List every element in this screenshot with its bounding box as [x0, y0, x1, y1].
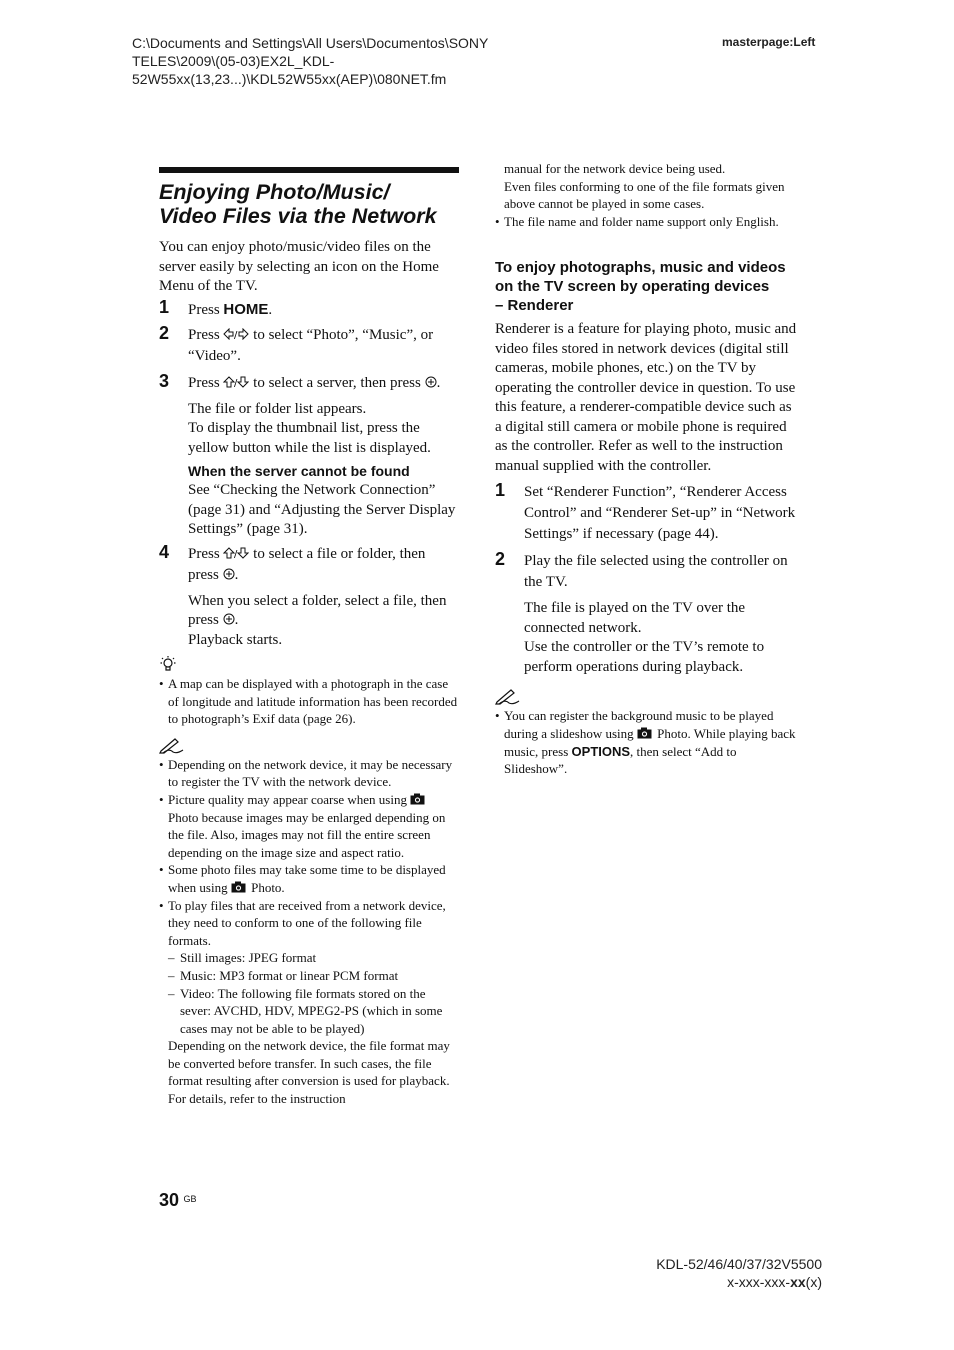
- left-column: [159, 167, 459, 1108]
- step-desc-text: To display the thumbnail list, press the yellow button while the list is displayed.: [188, 420, 431, 456]
- step-text: Play the file selected using the controller on the TV.: [524, 553, 788, 591]
- product-code-bold: xx: [790, 1274, 806, 1290]
- note-continuation: [495, 160, 797, 213]
- renderer-step-2: [495, 551, 797, 593]
- renderer-step-2-description: [495, 599, 797, 677]
- step-number: 1: [495, 480, 506, 501]
- camera-icon: [231, 881, 246, 893]
- step-number: 2: [159, 322, 170, 343]
- title-line: Enjoying Photo/Music/: [159, 180, 390, 204]
- step-number: 2: [495, 549, 506, 570]
- tip-item: • A map can be displayed with a photograph in the case of longitude and latitude information has been recorded to photograph’s Exif data (page 26).: [159, 675, 459, 728]
- step-desc-text: The file or folder list appears.: [188, 400, 367, 417]
- section-heading: [495, 258, 797, 315]
- note-text: Photo. While playing back music, press: [504, 725, 796, 759]
- title-rule: [159, 167, 459, 173]
- section-heading-text: To enjoy photographs, music and videos on the TV screen by operating devices: [495, 259, 786, 296]
- svg-text:/: /: [234, 377, 238, 388]
- enter-circle-icon: [223, 568, 235, 580]
- file-path-line: 52W55xx(13,23...)\KDL52W55xx(AEP)\080NET.fm: [132, 71, 447, 87]
- left-right-arrow-icon: [223, 328, 249, 340]
- note-text: Photo because images may be enlarged depending on the file. Also, images may not fill the entire screen depending on the image size and aspect ratio.: [168, 809, 446, 860]
- format-item: – Music: MP3 format or linear PCM format: [168, 967, 459, 985]
- note-marker: [159, 736, 459, 756]
- notes-list: [495, 213, 797, 231]
- step-desc-text: The file is played on the TV over the connected network.: [524, 600, 746, 636]
- right-column: [495, 160, 797, 778]
- step-1: [159, 296, 459, 321]
- format-item: – Video: The following file formats stored on the sever: AVCHD, HDV, MPEG2-PS (which in some cases may not be able to be played): [168, 985, 459, 1038]
- step-desc-text: Use the controller or the TV’s remote to perform operations during playback.: [524, 639, 765, 675]
- pencil-note-icon: [495, 687, 521, 705]
- note-item: [159, 897, 459, 1108]
- note-item: • The file name and folder name support only English.: [495, 213, 797, 231]
- up-down-arrow-icon: [223, 376, 249, 388]
- step-4: [159, 541, 459, 586]
- step-text: to select “Photo”, “Music”, or “Video”.: [188, 326, 434, 364]
- step-text: .: [268, 301, 273, 318]
- step-3-description: [159, 400, 459, 540]
- intro-paragraph: You can enjoy photo/music/video files on the server easily by selecting an icon on the Home Menu of the TV.: [159, 239, 439, 294]
- note-item: [159, 791, 459, 861]
- step-text: to select a server, then press: [249, 374, 425, 391]
- note-text: Picture quality may appear coarse when using: [168, 791, 411, 807]
- page-number-value: 30: [159, 1190, 180, 1210]
- note-item: [495, 707, 797, 777]
- footer: [656, 1255, 822, 1291]
- page-number: [159, 1190, 197, 1211]
- product-code-text: x-xxx-xxx-: [727, 1274, 791, 1290]
- file-path-header: [132, 34, 552, 88]
- note-text: manual for the network device being used.: [504, 161, 726, 176]
- product-code-text: (x): [805, 1274, 822, 1290]
- note-text: Some photo files may take some time to be displayed when using: [168, 862, 446, 895]
- svg-text:/: /: [234, 329, 238, 340]
- step-text: Press: [188, 545, 224, 562]
- masterpage-label: masterpage:Left: [722, 35, 816, 49]
- up-down-arrow-icon: [223, 547, 249, 559]
- step-2: [159, 322, 459, 367]
- note-text: Photo.: [247, 879, 285, 895]
- step-text: Set “Renderer Function”, “Renderer Access Control” and “Renderer Set-up” in “Network Settings” if necessary (page 44).: [524, 484, 796, 543]
- step-desc-text: See “Checking the Network Connection” (page 31) and “Adjusting the Server Display Settings” (page 31).: [188, 482, 456, 537]
- renderer-step-1: [495, 482, 797, 545]
- svg-text:/: /: [234, 548, 238, 559]
- file-path-line: TELES\2009\(05-03)EX2L_KDL-: [132, 53, 335, 69]
- step-number: 3: [159, 370, 170, 391]
- step-desc-text: When you select a folder, select a file, then press: [188, 592, 447, 628]
- enter-circle-icon: [223, 613, 235, 625]
- tip-list: [159, 675, 459, 728]
- step-desc-text: Playback starts.: [188, 631, 283, 648]
- notes-list: [159, 756, 459, 1108]
- enter-circle-icon: [425, 376, 437, 388]
- file-path-line: C:\Documents and Settings\All Users\Documentos\SONY: [132, 35, 489, 51]
- home-key-label: HOME: [223, 300, 269, 318]
- step-3: [159, 370, 459, 394]
- camera-icon: [637, 727, 652, 739]
- step-text: .: [234, 566, 239, 583]
- step-text: Press: [188, 326, 224, 343]
- step-number: 4: [159, 541, 170, 562]
- notes-list: [495, 707, 797, 777]
- note-text: Even files conforming to one of the file formats given above cannot be played in some cases.: [504, 178, 785, 212]
- step-text: .: [436, 374, 441, 391]
- step-number: 1: [159, 296, 170, 317]
- note-marker: [495, 687, 797, 707]
- camera-icon: [410, 793, 425, 805]
- step-text: Press: [188, 374, 224, 391]
- note-text: • To play files that are received from a network device, they need to conform to one of the following file formats.: [168, 897, 446, 948]
- step-desc-text: .: [234, 612, 239, 628]
- lightbulb-icon: [159, 655, 177, 673]
- format-item: – Still images: JPEG format: [168, 949, 459, 967]
- model-number: KDL-52/46/40/37/32V5500: [656, 1256, 822, 1272]
- note-text: , then select “Add to Slideshow”.: [504, 743, 737, 777]
- product-code: [656, 1273, 822, 1291]
- step-subheading: When the server cannot be found: [188, 463, 410, 479]
- note-item: [159, 861, 459, 896]
- title-line: Video Files via the Network: [159, 204, 437, 228]
- note-item: • Depending on the network device, it may be necessary to register the TV with the network device.: [159, 756, 459, 791]
- renderer-paragraph: Renderer is a feature for playing photo, music and video files stored in network devices (digital still cameras, mobile phones, etc.) on the TV by operating the controller device in question. To use this feature, a renderer-compatible device such as a digital still camera or mobile phone is required as the controller. Refer as well to the instruction manual supplied with the controller.: [495, 321, 797, 474]
- pencil-note-icon: [159, 736, 185, 754]
- note-text: Depending on the network device, the file format may be converted before transfer. In such cases, the file format resulting after conversion is used for playback. For details, refer to the instruction: [168, 1038, 450, 1107]
- step-4-description: [159, 592, 459, 651]
- page-title: [159, 180, 459, 228]
- note-text: You can register the background music to be played during a slideshow using: [504, 708, 774, 741]
- tip-marker: [159, 655, 459, 675]
- options-key-label: OPTIONS: [571, 743, 631, 759]
- page-number-suffix: GB: [183, 1194, 197, 1204]
- step-text: Press: [188, 301, 224, 318]
- step-text: to select a file or folder, then press: [188, 545, 426, 583]
- section-heading-sub: – Renderer: [495, 297, 574, 315]
